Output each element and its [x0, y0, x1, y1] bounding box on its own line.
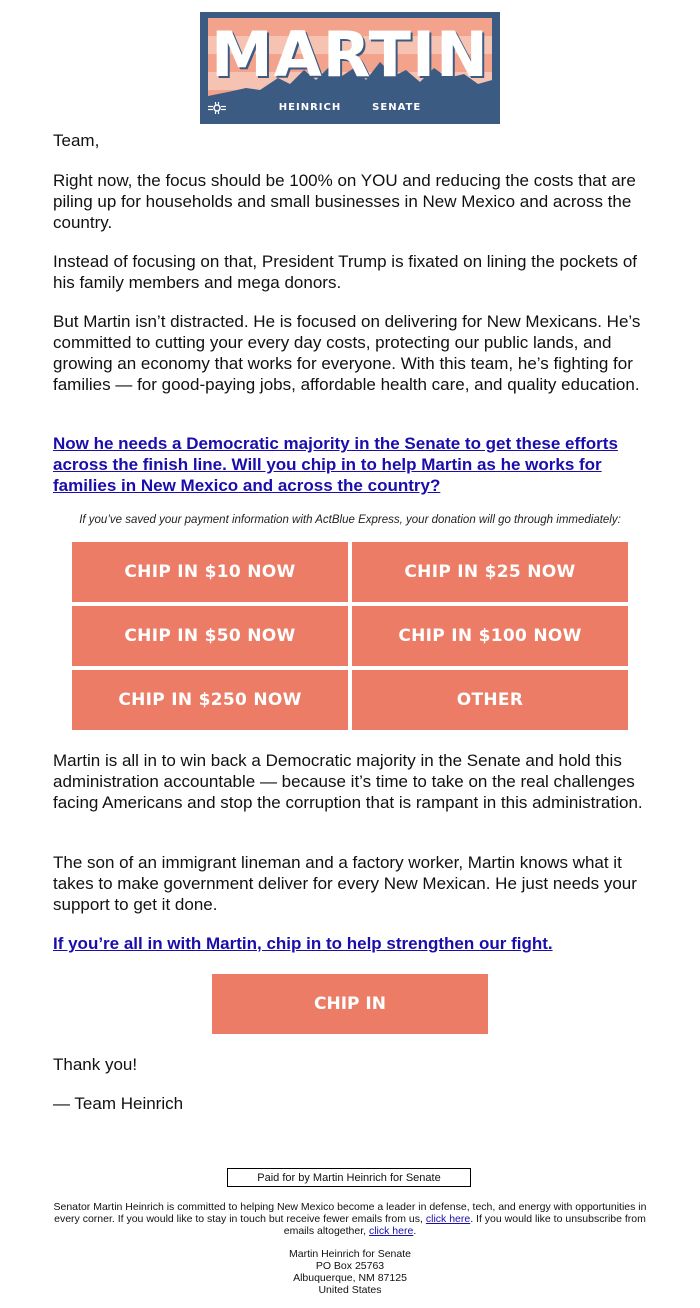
logo-right-word: SENATE	[372, 102, 422, 113]
donation-button-grid	[72, 542, 628, 730]
signature: — Team Heinrich	[53, 1094, 184, 1113]
fewer-emails-link[interactable]: click here	[425, 1213, 471, 1225]
mailing-address	[50, 1248, 650, 1296]
paid-for-disclaimer: Paid for by Martin Heinrich for Senate	[227, 1168, 471, 1187]
campaign-logo	[200, 12, 500, 124]
chip-in-10-button[interactable]: CHIP IN $10 NOW	[72, 542, 348, 602]
logo-art	[208, 18, 492, 118]
address-line: Albuquerque, NM 87125	[293, 1272, 407, 1284]
chip-in-100-button[interactable]: CHIP IN $100 NOW	[352, 606, 628, 666]
address-line: Martin Heinrich for Senate	[289, 1248, 411, 1260]
greeting: Team,	[53, 131, 100, 150]
footer-text-3: .	[413, 1225, 417, 1237]
logo-subtitle	[208, 102, 492, 113]
donate-link-1[interactable]: Now he needs a Democratic majority in the Senate to get these efforts across the finish line. Will you chip in to help Martin as he works for families in New Mexico and across the country?	[53, 434, 618, 495]
footer-preferences	[50, 1201, 650, 1237]
unsubscribe-link[interactable]: click here	[368, 1225, 414, 1237]
chip-in-50-button[interactable]: CHIP IN $50 NOW	[72, 606, 348, 666]
logo-left-word: HEINRICH	[278, 102, 342, 113]
actblue-express-note: If you’ve saved your payment information with ActBlue Express, your donation will go through immediately:	[79, 514, 621, 526]
donate-link-2[interactable]: If you’re all in with Martin, chip in to help strengthen our fight.	[53, 934, 553, 953]
closing: Thank you!	[53, 1055, 138, 1074]
address-line: PO Box 25763	[315, 1260, 385, 1272]
paragraph-trump: Instead of focusing on that, President Trump is fixated on lining the pockets of his family members and mega donors.	[53, 252, 638, 292]
logo-name: MARTIN	[211, 18, 489, 91]
chip-in-button[interactable]: CHIP IN	[212, 974, 488, 1034]
paragraph-martin: But Martin isn’t distracted. He is focused on delivering for New Mexicans. He’s committed to cutting your every day costs, protecting our public lands, and growing an economy that works for everyone. With this team, he’s fighting for families — for good-paying jobs, affordable health care, and quality education.	[53, 312, 641, 394]
chip-in-250-button[interactable]: CHIP IN $250 NOW	[72, 670, 348, 730]
footer-text-2: . If you would like to unsubscribe from emails altogether,	[283, 1213, 646, 1237]
chip-in-25-button[interactable]: CHIP IN $25 NOW	[352, 542, 628, 602]
paragraph-immigrant: The son of an immigrant lineman and a factory worker, Martin knows what it takes to make government deliver for every New Mexican. He just needs your support to get it done.	[53, 853, 637, 914]
footer-text-1: Senator Martin Heinrich is committed to helping New Mexico become a leader in defense, tech, and energy with opportunities in every corner. If you would like to stay in touch but receive fewer emails from us,	[53, 1201, 647, 1225]
paragraph-majority: Martin is all in to win back a Democratic majority in the Senate and hold this administration accountable — because it’s time to take on the real challenges facing Americans and stop the corruption that is rampant in this administration.	[53, 751, 643, 812]
other-amount-button[interactable]: OTHER	[352, 670, 628, 730]
address-line: United States	[318, 1284, 382, 1296]
paragraph-focus: Right now, the focus should be 100% on YOU and reducing the costs that are piling up for households and small businesses in New Mexico and across the country.	[53, 171, 636, 232]
